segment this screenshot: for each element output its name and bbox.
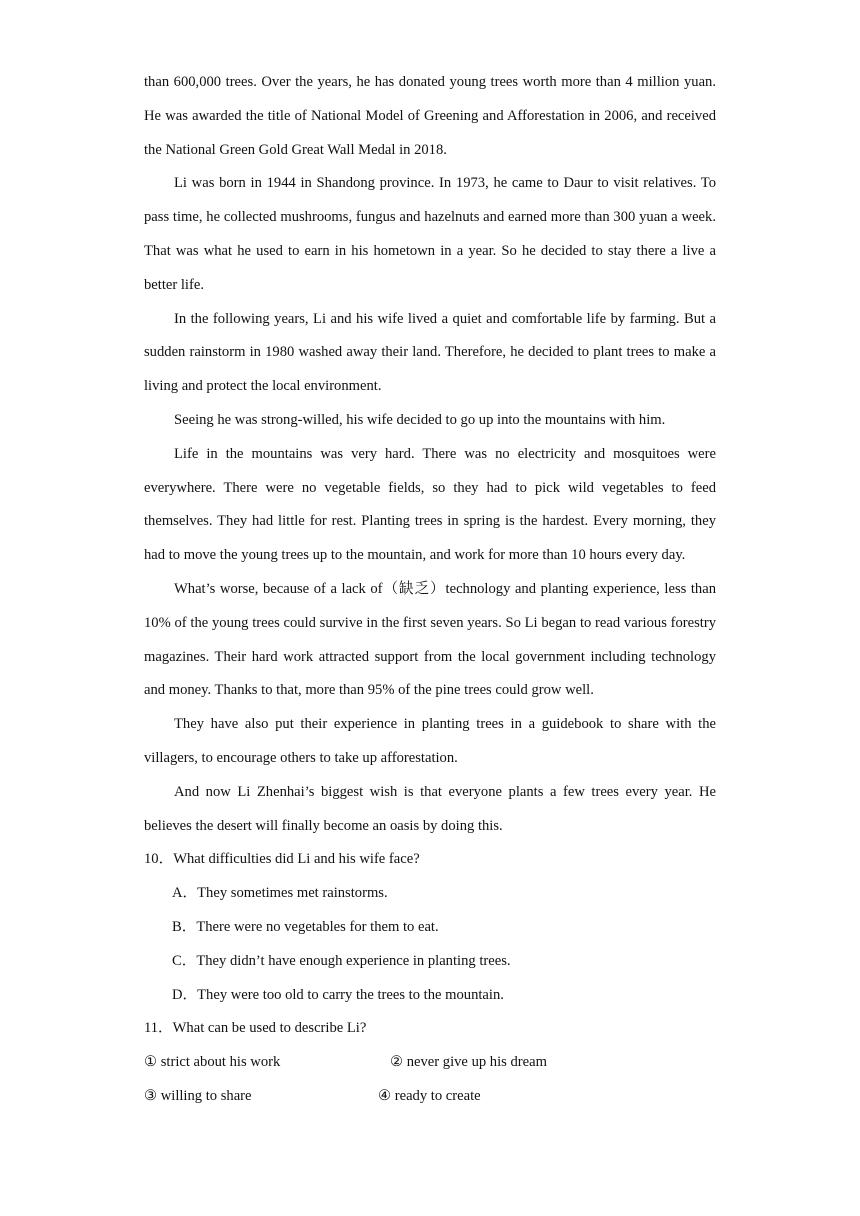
passage-paragraph-1: than 600,000 trees. Over the years, he has donated young trees worth more than 4 million yuan. He was awarded the title of National Model of Greening and Afforestation in 2006, and received the National Green Gold Great Wall Medal in 2018. (144, 74, 716, 158)
question-10-stem: 10．What difficulties did Li and his wife face? (144, 851, 420, 868)
question-10-option-c: C．They didn’t have enough experience in planting trees. (172, 952, 511, 969)
document-page (144, 66, 716, 1114)
passage-paragraph-6: What’s worse, because of a lack of（缺乏）technology and planting experience, less than 10% of the young trees could survive in the first seven years. So Li began to read various forestry magazines. Their hard work attracted support from the local government including technology and money. Thanks to that, more than 95% of the pine trees could grow well. (144, 580, 716, 699)
question-11-choice-1: ① strict about his work (144, 1054, 281, 1071)
passage-paragraph-7: They have also put their experience in planting trees in a guidebook to share with the villagers, to encourage others to take up afforestation. (144, 716, 716, 766)
question-10-option-a: A．They sometimes met rainstorms. (172, 885, 388, 902)
question-10-option-b: B．There were no vegetables for them to eat. (172, 918, 439, 935)
passage-paragraph-2: Li was born in 1944 in Shandong province. In 1973, he came to Daur to visit relatives. To pass time, he collected mushrooms, fungus and hazelnuts and earned more than 300 yuan a week. That was what he used to earn in his hometown in a year. So he decided to stay there a live a better life. (144, 175, 716, 293)
passage-paragraph-4: Seeing he was strong-willed, his wife decided to go up into the mountains with him. (174, 411, 666, 428)
question-11-choice-2: ② never give up his dream (390, 1054, 547, 1071)
passage-paragraph-8: And now Li Zhenhai’s biggest wish is that everyone plants a few trees every year. He believes the desert will finally become an oasis by doing this. (144, 783, 716, 834)
question-11 (144, 1012, 716, 1113)
question-11-choice-3: ③ willing to share (144, 1087, 252, 1104)
question-11-stem: 11．What can be used to describe Li? (144, 1020, 367, 1037)
question-10-option-d: D．They were too old to carry the trees to the mountain. (172, 986, 504, 1003)
question-10 (144, 843, 716, 1012)
passage-paragraph-5: Life in the mountains was very hard. There was no electricity and mosquitoes were everywhere. There were no vegetable fields, so they had to pick wild vegetables to feed themselves. They had little for rest. Planting trees in spring is the hardest. Every morning, they had to move the young trees up to the mountain, and work for more than 10 hours every day. (144, 445, 716, 564)
passage-paragraph-3: In the following years, Li and his wife lived a quiet and comfortable life by farming. But a sudden rainstorm in 1980 washed away their land. Therefore, he decided to plant trees to make a living and protect the local environment. (144, 310, 716, 395)
question-11-choices-row-1 (144, 1046, 716, 1080)
question-11-choices-row-2 (144, 1080, 716, 1114)
question-11-choice-4: ④ ready to create (378, 1087, 481, 1104)
